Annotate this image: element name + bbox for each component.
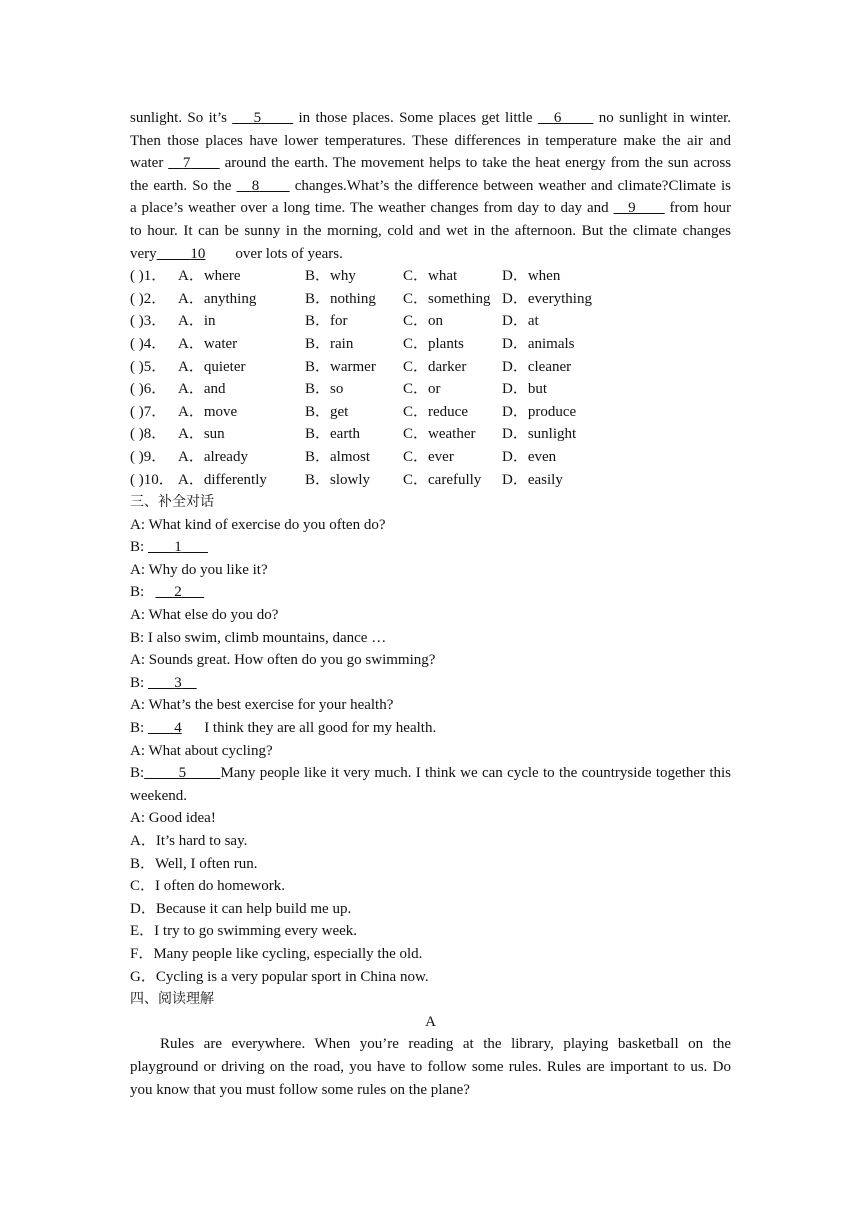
dialogue-line: B: 1 — [130, 536, 731, 559]
choice-item[interactable]: B．Well, I often run. — [130, 855, 258, 872]
option-b[interactable]: B．get — [305, 403, 349, 420]
dialogue-blank-2[interactable]: 2 — [174, 584, 182, 601]
passage-line: water 7 around the earth. The movement helps to take the heat energy from the sun across — [130, 155, 732, 172]
question-number: ( )6． — [130, 381, 167, 398]
blank-5[interactable]: 5 — [253, 110, 262, 126]
dialogue-line: B: 4 I think they are all good for my health. — [130, 720, 437, 737]
section-heading: 四、阅读理解 — [130, 991, 214, 1008]
option-d[interactable]: D．sunlight — [502, 426, 577, 443]
option-c[interactable]: C．reduce — [403, 403, 468, 420]
choice-item[interactable]: D．Because it can help build me up. — [130, 900, 352, 917]
dialogue-line: A: Why do you like it? — [130, 561, 268, 578]
dialogue-blank-4[interactable]: 4 — [174, 720, 182, 737]
option-a[interactable]: A．where — [178, 268, 241, 285]
passage-line: sunlight. So it’s 5 in those places. Some places get little 6 no sunlight in winter. — [130, 110, 732, 126]
dialogue-line: B: 5 Many people like it very much. I think we can cycle to the countryside together this — [130, 765, 731, 782]
dialogue — [130, 514, 731, 830]
option-a[interactable]: A．sun — [178, 426, 225, 443]
question-row — [130, 265, 731, 288]
option-a[interactable]: A．anything — [178, 290, 257, 307]
option-c[interactable]: C．something — [403, 290, 491, 307]
option-a[interactable]: A．water — [178, 335, 238, 352]
question-number: ( )2． — [130, 290, 167, 307]
question-number: ( )4． — [130, 335, 167, 352]
question-number: ( )8． — [130, 426, 167, 443]
dialogue-line: A: What else do you do? — [130, 607, 279, 624]
option-d[interactable]: D．easily — [502, 471, 563, 488]
choice-item[interactable]: E．I try to go swimming every week. — [130, 923, 358, 940]
dialogue-line: B: 2 — [130, 581, 731, 604]
passage-line: Then those places have lower temperatures. These differences in temperature make the air and — [130, 132, 731, 149]
option-d[interactable]: D．animals — [502, 335, 575, 352]
option-c[interactable]: C．what — [403, 268, 458, 285]
dialogue-line: A: What about cycling? — [130, 742, 273, 759]
option-d[interactable]: D．produce — [502, 403, 577, 420]
option-b[interactable]: B．earth — [305, 426, 360, 443]
blank-8[interactable]: 8 — [251, 177, 260, 194]
option-c[interactable]: C．weather — [403, 426, 476, 443]
option-c[interactable]: C．darker — [403, 358, 467, 375]
option-b[interactable]: B．almost — [305, 448, 371, 465]
section-heading: 三、补全对话 — [130, 494, 214, 511]
option-d[interactable]: D．when — [502, 268, 561, 285]
dialogue-line: A: Sounds great. How often do you go swimming? — [130, 652, 436, 669]
reading-passage — [130, 1033, 731, 1101]
option-b[interactable]: B．so — [305, 381, 344, 398]
dialogue-blank-1[interactable]: 1 — [174, 539, 182, 556]
question-row — [130, 469, 731, 492]
dialogue-blank-5[interactable]: 5 — [178, 765, 187, 782]
option-d[interactable]: D．everything — [502, 290, 592, 307]
option-d[interactable]: D．but — [502, 381, 548, 398]
passage-line: playground or driving on the road, you have to follow some rules. Rules are important to us. Do — [130, 1058, 731, 1075]
option-d[interactable]: D．even — [502, 448, 557, 465]
question-row — [130, 288, 731, 311]
option-c[interactable]: C．plants — [403, 335, 464, 352]
question-row — [130, 423, 731, 446]
option-b[interactable]: B．warmer — [305, 358, 376, 375]
passage-line: the earth. So the 8 changes.What’s the difference between weather and climate?Climate is — [130, 177, 732, 194]
passage-line: you know that you must follow some rules on the plane? — [130, 1081, 470, 1098]
choice-item[interactable]: A．It’s hard to say. — [130, 833, 248, 849]
question-row — [130, 310, 731, 333]
option-b[interactable]: B．nothing — [305, 290, 376, 307]
option-a[interactable]: A．already — [178, 448, 248, 465]
blank-7[interactable]: 7 — [182, 155, 191, 172]
option-b[interactable]: B．for — [305, 313, 348, 330]
dialogue-line: A: Good idea! — [130, 810, 216, 827]
dialogue-line: B: 3 — [130, 672, 731, 695]
dialogue-choices — [130, 830, 731, 988]
choice-item[interactable]: F．Many people like cycling, especially the old. — [130, 945, 423, 962]
option-c[interactable]: C．or — [403, 381, 441, 398]
passage-line: very 10 over lots of years. — [130, 245, 343, 262]
question-number: ( )1． — [130, 268, 167, 285]
option-c[interactable]: C．carefully — [403, 471, 482, 488]
cloze-options — [130, 265, 731, 491]
dialogue-line: B: I also swim, climb mountains, dance … — [130, 629, 387, 646]
option-d[interactable]: D．cleaner — [502, 358, 572, 375]
option-a[interactable]: A．quieter — [178, 358, 246, 375]
document-content — [130, 107, 731, 1101]
blank-10[interactable]: 10 — [190, 245, 206, 262]
dialogue-blank-3[interactable]: 3 — [174, 674, 182, 691]
question-row — [130, 333, 731, 356]
option-a[interactable]: A．in — [178, 313, 216, 330]
question-number: ( )10． — [130, 471, 174, 488]
blank-6[interactable]: 6 — [553, 110, 562, 126]
blank-9[interactable]: 9 — [628, 200, 636, 217]
option-b[interactable]: B．why — [305, 268, 356, 285]
question-row — [130, 378, 731, 401]
question-number: ( )3． — [130, 313, 167, 330]
question-number: ( )9． — [130, 448, 167, 465]
dialogue-line: weekend. — [130, 787, 188, 804]
option-d[interactable]: D．at — [502, 313, 539, 330]
cloze-passage — [130, 107, 731, 265]
passage-line: to hour. It can be sunny in the morning, cold and wet in the afternoon. But the climate changes — [130, 222, 731, 239]
passage-line: Rules are everywhere. When you’re reading at the library, playing basketball on the — [160, 1036, 731, 1053]
option-a[interactable]: A．and — [178, 381, 226, 398]
option-b[interactable]: B．rain — [305, 335, 354, 352]
choice-item[interactable]: G．Cycling is a very popular sport in China now. — [130, 968, 429, 985]
choice-item[interactable]: C．I often do homework. — [130, 878, 285, 895]
passage-line: a place’s weather over a long time. The weather changes from day to day and 9 from hour — [130, 200, 732, 217]
option-b[interactable]: B．slowly — [305, 471, 371, 488]
option-c[interactable]: C．ever — [403, 448, 454, 465]
question-row — [130, 446, 731, 469]
question-number: ( )7． — [130, 403, 167, 420]
option-a[interactable]: A．differently — [178, 471, 267, 488]
question-row — [130, 401, 731, 424]
option-a[interactable]: A．move — [178, 403, 238, 420]
dialogue-line: A: What kind of exercise do you often do? — [130, 516, 386, 533]
dialogue-line: A: What’s the best exercise for your health? — [130, 697, 394, 714]
passage-title: A — [425, 1013, 436, 1030]
option-c[interactable]: C．on — [403, 313, 444, 330]
question-number: ( )5． — [130, 358, 167, 375]
question-row — [130, 356, 731, 379]
